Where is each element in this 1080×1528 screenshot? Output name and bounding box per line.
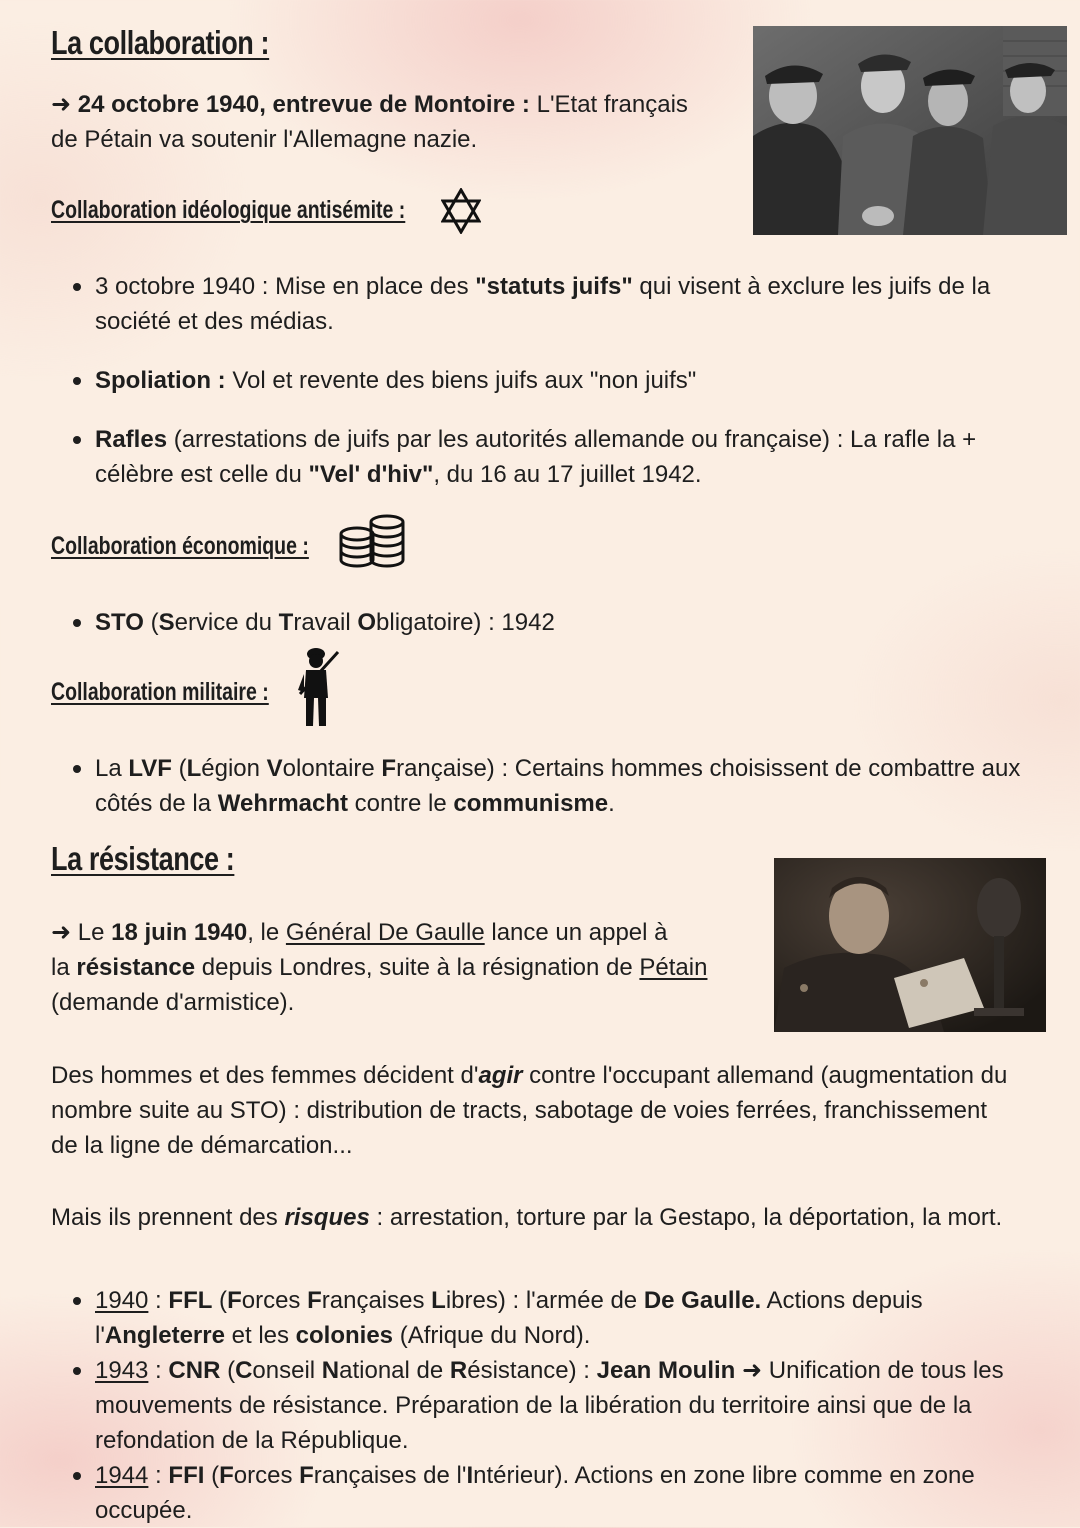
collaboration-title: La collaboration : bbox=[51, 24, 270, 61]
montoire-paragraph: ➜ 24 octobre 1940, entrevue de Montoire : L'Etat français de Pétain va soutenir l'Allemagne nazie. bbox=[51, 91, 688, 153]
resistance-title: La résistance : bbox=[51, 840, 235, 877]
risques-paragraph: Mais ils prennent des risques : arrestation, torture par la Gestapo, la déportation, la mort. bbox=[51, 1204, 1003, 1231]
agir-paragraph: Des hommes et des femmes décident d'agir contre l'occupant allemand (augmentation du nombre suite au STO) : distribution de tracts, sabotage de voies ferrées, franchissement de la ligne de démarcation... bbox=[51, 1062, 1008, 1159]
montoire-photo-image bbox=[753, 26, 1067, 235]
list-item: Rafles (arrestations de juifs par les autorités allemande ou française) : La rafle la + célèbre est celle du "Vel' d'hiv", du 16 au 17 juillet 1942. bbox=[51, 422, 1041, 492]
list-item: La LVF (Légion Volontaire Française) : Certains hommes choisissent de combattre aux côtés de la Wehrmacht contre le communisme. bbox=[51, 751, 1041, 821]
military-heading: Collaboration militaire : bbox=[51, 678, 269, 706]
resistance-list bbox=[51, 1283, 1041, 1528]
star-of-david-icon bbox=[441, 188, 481, 234]
list-item: STO (Service du Travail Obligatoire) : 1942 bbox=[51, 605, 1041, 640]
list-item: 3 octobre 1940 : Mise en place des "statuts juifs" qui visent à exclure les juifs de la société et des médias. bbox=[51, 269, 1041, 339]
list-item: 1940 : FFL (Forces Françaises Libres) : l'armée de De Gaulle. Actions depuis l'Angleterre et les colonies (Afrique du Nord). bbox=[51, 1283, 1041, 1353]
soldier-icon bbox=[296, 646, 342, 730]
economic-heading: Collaboration économique : bbox=[51, 532, 309, 560]
arrow-icon: ➜ bbox=[51, 91, 72, 118]
list-item: 1943 : CNR (Conseil National de Résistance) : Jean Moulin ➜ Unification de tous les mouvements de résistance. Préparation de la libération du territoire ainsi que de la refondation de la République. bbox=[51, 1353, 1041, 1458]
coins-stack-icon bbox=[337, 512, 409, 568]
list-item: 1944 : FFI (Forces Françaises de l'Intérieur). Actions en zone libre comme en zone occupée. bbox=[51, 1458, 1041, 1528]
ideological-heading: Collaboration idéologique antisémite : bbox=[51, 196, 406, 224]
list-item: Spoliation : Vol et revente des biens juifs aux "non juifs" bbox=[51, 363, 1041, 398]
de-gaulle-photo-image bbox=[774, 858, 1046, 1032]
montoire-photo bbox=[753, 26, 1067, 235]
military-list bbox=[51, 751, 1041, 821]
appel-paragraph: ➜ Le 18 juin 1940, le Général De Gaulle lance un appel à la résistance depuis Londres, suite à la résignation de Pétain (demande d'armistice). bbox=[51, 919, 708, 1016]
de-gaulle-photo bbox=[774, 858, 1046, 1032]
arrow-icon: ➜ bbox=[51, 919, 72, 946]
economic-list bbox=[51, 605, 1041, 640]
ideological-list bbox=[51, 269, 1041, 492]
